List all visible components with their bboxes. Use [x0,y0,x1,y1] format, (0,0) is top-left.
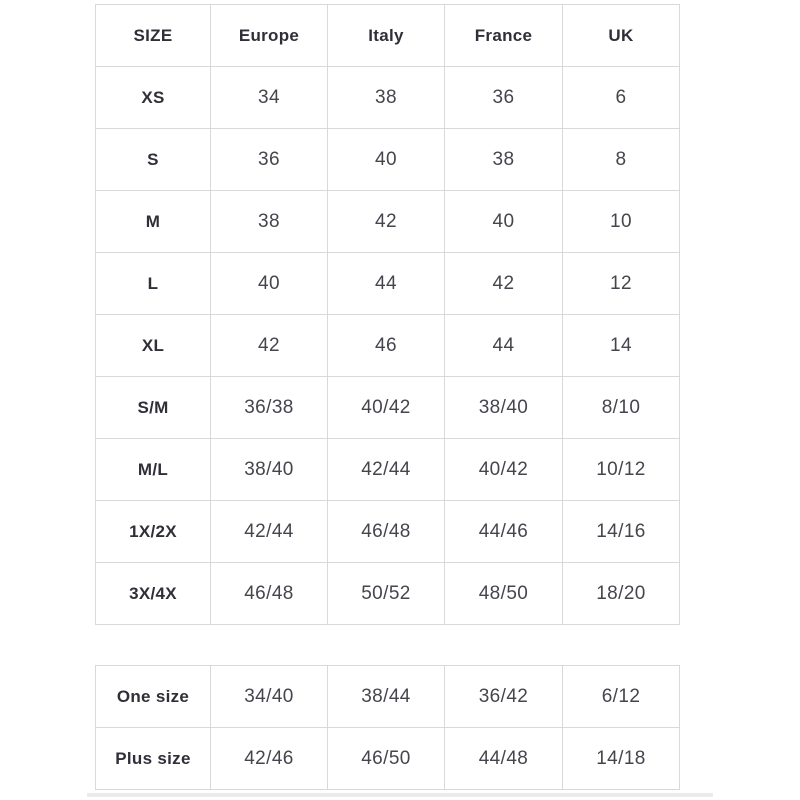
size-value: 44/48 [445,728,563,790]
table-row-xl [96,315,680,377]
size-value: 38 [211,191,328,253]
size-value: 42/46 [211,728,328,790]
table-header-row [96,5,680,67]
size-value: 40/42 [445,439,563,501]
size-label: XS [96,67,211,129]
table-row-s-m [96,377,680,439]
size-value: 36/38 [211,377,328,439]
size-value: 36 [211,129,328,191]
size-value: 44 [328,253,445,315]
size-value: 6/12 [563,666,680,728]
column-header-europe: Europe [211,5,328,67]
size-value: 48/50 [445,563,563,625]
size-value: 40/42 [328,377,445,439]
size-value: 46/48 [328,501,445,563]
size-value: 14 [563,315,680,377]
size-label: L [96,253,211,315]
size-value: 12 [563,253,680,315]
size-value: 34 [211,67,328,129]
size-value: 38/40 [445,377,563,439]
table-row-l [96,253,680,315]
size-value: 40 [445,191,563,253]
size-value: 10/12 [563,439,680,501]
size-value: 38 [445,129,563,191]
table-row-plus-size [96,728,680,790]
size-value: 40 [328,129,445,191]
column-header-size: SIZE [96,5,211,67]
size-value: 10 [563,191,680,253]
size-label: XL [96,315,211,377]
size-value: 46/48 [211,563,328,625]
size-label: Plus size [96,728,211,790]
size-value: 42 [211,315,328,377]
size-value: 42 [328,191,445,253]
size-label: M [96,191,211,253]
size-value: 34/40 [211,666,328,728]
size-value: 38/40 [211,439,328,501]
size-value: 50/52 [328,563,445,625]
size-label: 1X/2X [96,501,211,563]
bottom-divider [87,793,713,797]
size-label: S/M [96,377,211,439]
size-value: 36/42 [445,666,563,728]
size-value: 42/44 [328,439,445,501]
table-row-m [96,191,680,253]
size-value: 36 [445,67,563,129]
size-value: 44 [445,315,563,377]
size-value: 46/50 [328,728,445,790]
table-row-1x-2x [96,501,680,563]
special-sizes-table [95,665,680,790]
table-row-m-l [96,439,680,501]
table-row-xs [96,67,680,129]
size-label: 3X/4X [96,563,211,625]
size-conversion-table [95,4,680,625]
size-label: S [96,129,211,191]
size-value: 14/16 [563,501,680,563]
size-value: 14/18 [563,728,680,790]
table-row-3x-4x [96,563,680,625]
size-value: 42/44 [211,501,328,563]
size-value: 18/20 [563,563,680,625]
size-value: 38/44 [328,666,445,728]
table-row-s [96,129,680,191]
size-value: 8/10 [563,377,680,439]
size-label: M/L [96,439,211,501]
size-value: 38 [328,67,445,129]
column-header-france: France [445,5,563,67]
column-header-uk: UK [563,5,680,67]
size-value: 44/46 [445,501,563,563]
table-row-one-size [96,666,680,728]
size-label: One size [96,666,211,728]
column-header-italy: Italy [328,5,445,67]
size-value: 6 [563,67,680,129]
size-value: 40 [211,253,328,315]
size-value: 42 [445,253,563,315]
size-value: 8 [563,129,680,191]
size-value: 46 [328,315,445,377]
